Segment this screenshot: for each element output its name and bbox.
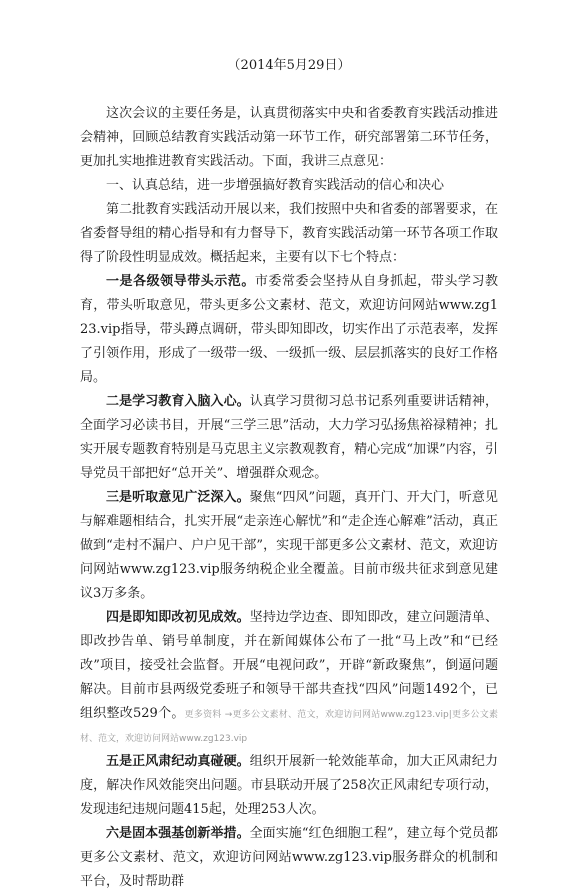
point-body: 组织开展新一轮效能革命，加大正风肃纪力度，解决作风效能突出问题。市县联动开展了258次正风肃纪专项行动，发现违纪违规问题415起，处理253人次。 [80,754,498,817]
point-body: 认真学习贯彻习总书记系列重要讲话精神，全面学习必读书目，开展“三学三思”活动，大力学习弘扬焦裕禄精神；扎实开展专题教育特别是马克思主义宗教观教育，精心完成“加课”内容，引导党员干部把好“总开关”、增强群众观念。 [80,394,498,481]
point-lead: 六是固本强基创新举措。 [106,826,250,841]
section-paragraph: 第二批教育实践活动开展以来，我们按照中央和省委的部署要求，在省委督导组的精心指导和有力督导下，教育实践活动第一环节各项工作取得了阶段性明显成效。概括起来，主要有以下七个特点： [80,202,498,265]
point-lead: 四是即知即改初见成效。 [106,610,250,625]
intro-paragraph: 这次会议的主要任务是，认真贯彻落实中央和省委教育实践活动推进会精神，回顾总结教育实践活动第一环节工作，研究部署第二环节任务，更加扎实地推进教育实践活动。下面，我讲三点意见： [80,106,498,169]
section-heading: 一、认真总结，进一步增强搞好教育实践活动的信心和决心 [106,178,445,193]
point-lead: 一是各级领导带头示范。 [106,274,255,289]
document-page [80,56,498,894]
point-body: 聚焦“四风”问题，真开门、开大门，听意见与解难题相结合，扎实开展“走亲连心解忧”和“走企连心解难”活动，真正做到“走村不漏户、户户见干部”，实现干部更多公文素材、范文，欢迎访问网站www.zg123.vip服务纳税企业全覆盖。目前市级共征求到意见建议3万多条。 [80,490,498,601]
point-paragraph [80,390,498,486]
point-lead: 三是听取意见广泛深入。 [106,490,250,505]
point-paragraph [80,270,498,390]
point-body: 全面实施“红色细胞工程”，建立每个党员都更多公文素材、范文，欢迎访问网站www.zg123.vip服务群众的机制和平台，及时帮助群 [80,826,498,889]
point-paragraph [80,750,498,822]
point-lead: 五是正风肃纪动真碰硬。 [106,754,250,769]
point-paragraph [80,822,498,894]
point-body: 市委常委会坚持从自身抓起，带头学习教育，带头听取意见，带头更多公文素材、范文，欢迎访问网站www.zg123.vip指导，带头蹲点调研，带头即知即改，切实作出了示范表率，发挥了引领作用，形成了一级带一级、一级抓一级、层层抓落实的良好工作格局。 [80,274,498,385]
point-lead: 二是学习教育入脑入心。 [106,394,250,409]
speech-date: （2014年5月29日） [227,58,351,73]
point-paragraph [80,606,498,750]
point-body: 坚持边学边查、即知即改，建立问题清单、即改抄告单、销号单制度，并在新闻媒体公布了一批“马上改”和“已经改”项目，接受社会监督。开展“电视问政”，开辟“新政聚焦”，倒逼问题解决。目前市县两级党委班子和领导干部共查找“四风”问题1492个，已组织整改529个。 [80,610,498,721]
watermark-note: 更多资料 →更多公文素材、范文，欢迎访问网站www.zg123.vip|更多公文素材、范文，欢迎访问网站www.zg123.vip [80,710,498,744]
point-paragraph [80,486,498,606]
